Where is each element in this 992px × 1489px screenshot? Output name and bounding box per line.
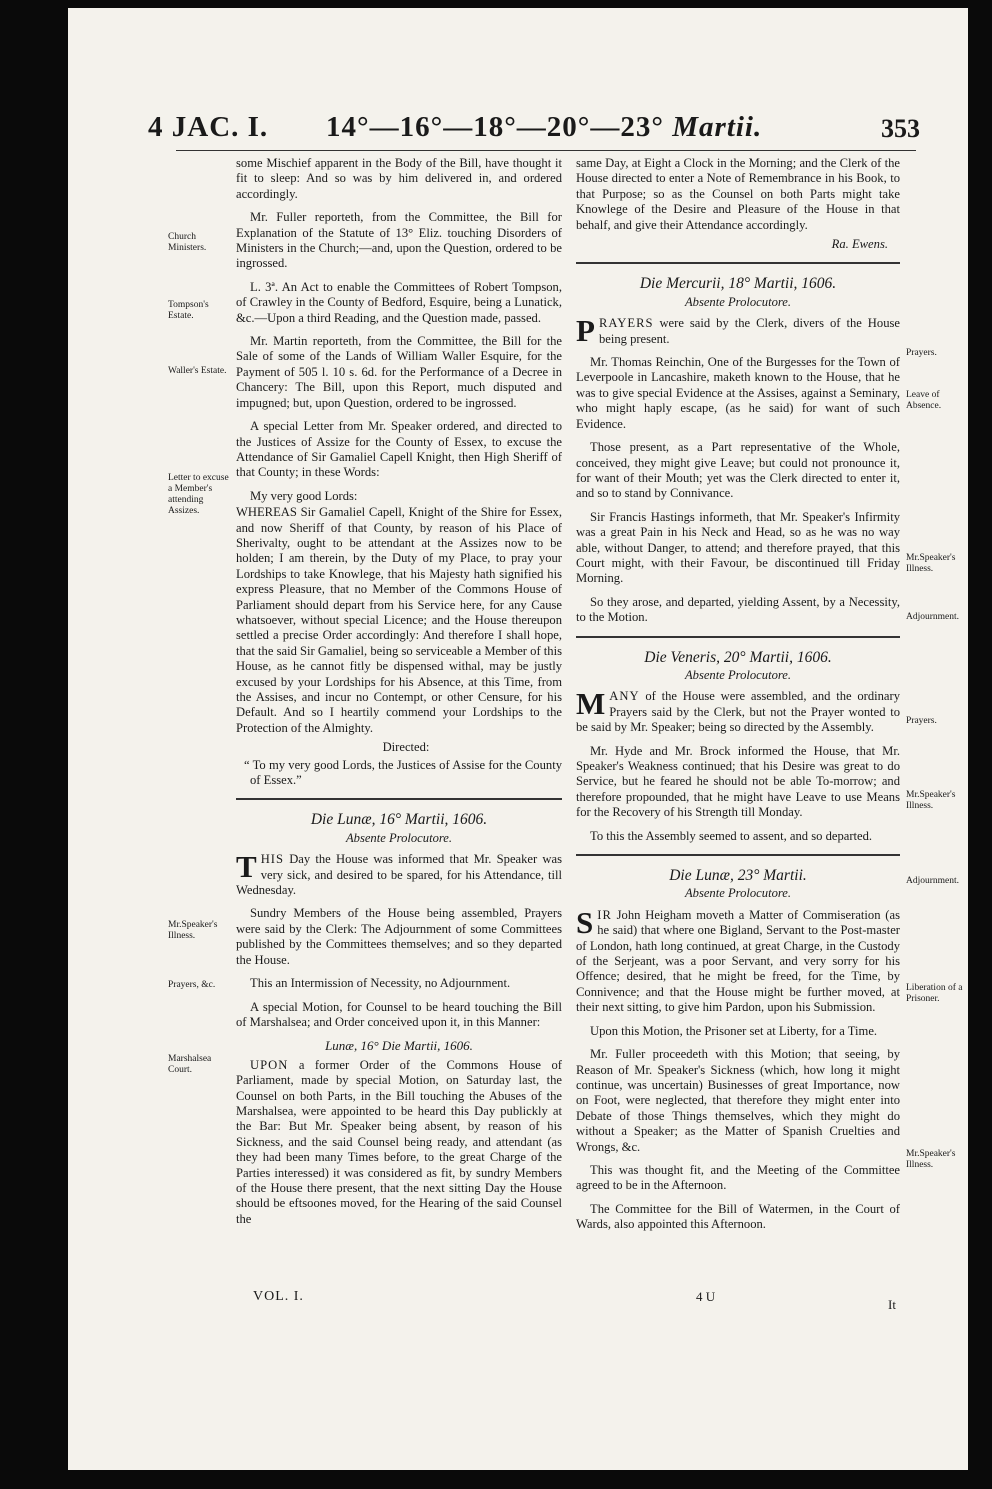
section-title: Die Lunæ, 16° Martii, 1606. — [310, 811, 488, 829]
paragraph — [576, 904, 900, 1016]
paragraph: A special Motion, for Counsel to be heard touching the Bill of Marshalsea; and Order conceived upon it, in this Manner: — [236, 999, 562, 1029]
paragraph: To this the Assembly seemed to assent, and so departed. — [590, 828, 873, 843]
header-rule — [176, 150, 916, 151]
margin-note-prayers-18: Prayers. — [906, 348, 937, 358]
paragraph: same Day, at Eight a Clock in the Morning; and the Clerk of the House directed to enter a Note of Remembrance in his Book, to that Purpose; so as the Counsel on both Parts might take Knowlege of the Desire and Pleasure of the House in that behalf, and give their Attendance accordingly. — [576, 156, 900, 232]
paragraph: some Mischief apparent in the Body of the Bill, have thought it fit to sleep: And so was by him delivered in, and ordered accordingly. — [236, 156, 562, 201]
section-rule — [576, 854, 900, 856]
paragraph: Mr. Fuller reporteth, from the Committee, the Bill for Explanation of the Statute of 13° Eliz. touching Disorders of Ministers in the Church;—and, upon the Question, ordered to be ingrossed. — [236, 210, 562, 271]
drop-cap: P — [576, 313, 595, 349]
paragraph: Mr. Martin reporteth, from the Committee, the Bill for the Sale of some of the Lands of William Waller Esquire, for the Payment of 505 l. 10 s. 6d. for the Performance of a Decree in Chancery: The Bill, upon this Report, much disputed and impugned; but, upon Question, ordered to be ingrossed. — [236, 334, 562, 410]
margin-note-adjournment-18: Adjournment. — [906, 612, 960, 622]
order-text — [236, 1058, 562, 1227]
paragraph-text: John Heigham moveth a Matter of Commiseration (as he said) that where one Bigland, Servant to the Post-master of London, hath long continued, at great Charge, in the Custody of the Serjeant, was a poor Servant, and very sorry for his Offence; desired, that he might be freed, for the Time, by Connivence; and that the House might be further moved, at their next sitting, to give him Pardon, upon his Submission. — [576, 907, 900, 1015]
paragraph: Mr. Thomas Reinchin, One of the Burgesses for the Town of Leverpoole in Lancashire, maketh known to the House, that he was to give special Evidence at the Assises, against a Seminary, who might haply escape, (as he said) for want of such Evidence. — [576, 355, 900, 431]
header-date-list: 14°—16°—18°—20°—23° — [326, 111, 664, 143]
paragraph: This an Intermission of Necessity, no Adjournment. — [250, 976, 511, 991]
paragraph — [236, 849, 563, 898]
page-number: 353 — [881, 114, 920, 143]
clerk-signature: Ra. Ewens. — [831, 237, 888, 252]
small-caps: IR — [597, 907, 612, 922]
paragraph-text: of the House were assembled, and the ordinary Prayers said by the Clerk, but not the Prayer wonted to be said by Mr. Speaker; being so directed by the Assembly. — [576, 689, 900, 735]
order-title: Lunæ, 16° Die Martii, 1606. — [325, 1038, 473, 1054]
running-header — [148, 100, 920, 144]
drop-cap: M — [576, 686, 606, 722]
header-dates — [326, 111, 762, 144]
section-subtitle: Absente Prolocutore. — [684, 294, 792, 309]
footer-catchword: It — [888, 1297, 896, 1312]
margin-note-marshalsea: Marshalsea Court. — [168, 1054, 212, 1075]
paragraph: Those present, as a Part representative of the Whole, conceived, they might give Leave; but could not pronounce it, for want of their Mouth; yet was the Clerk directed to enter it, and so to stand by Connivance. — [576, 440, 900, 501]
small-caps: HIS — [260, 852, 284, 867]
margin-note-prayers-20: Prayers. — [906, 716, 937, 726]
section-rule — [236, 798, 562, 800]
section-title: Die Lunæ, 23° Martii. — [669, 867, 807, 885]
letter-body: WHEREAS Sir Gamaliel Capell, Knight of the Shire for Essex, and now Sheriff of that County, by reason of his Place of Sherivalty, ought to be attendant at the Assizes now to be holden; I am therein, by the Duty of my Place, to pray your Lordships to take Knowlege, that his Majesty hath signified his express Pleasure, that no Member of the Commons House of Parliament should depart from his Service here, for any Cause whatsoever, without special Licence; and the House thereupon settled a precise Order accordingly: And therefore I shall hope, that the said Sir Gamaliel, being so serviceable a Member of this House, as he cannot fitly be dispensed withal, may be justly excused by your Lordships for his Absence, at this Time, from the Assises, and incur no Contempt, or other Censure, for his Default. And so I heartily commend your Lordships to the Protection of the Almighty. — [236, 505, 562, 735]
paragraph: L. 3ª. An Act to enable the Committees of Robert Tompson, of Crawley in the County of Bedford, Esquire, being a Lunatick, &c.—Upon a third Reading, and the Question made, passed. — [236, 279, 562, 325]
section-rule — [576, 262, 900, 264]
section-title: Die Mercurii, 18° Martii, 1606. — [639, 275, 837, 293]
section-subtitle: Absente Prolocutore. — [684, 667, 792, 682]
small-caps: ANY — [609, 689, 640, 704]
margin-note-church-ministers: Church Ministers. — [168, 232, 207, 253]
margin-note-letter-assizes: Letter to excuse a Member's attending Assizes. — [168, 473, 229, 516]
margin-note-adjournment-20: Adjournment. — [906, 876, 960, 886]
section-title: Die Veneris, 20° Martii, 1606. — [644, 648, 832, 666]
section-rule — [576, 636, 900, 638]
left-column — [236, 156, 562, 1235]
section-subtitle: Absente Prolocutore. — [684, 886, 792, 901]
margin-note-speaker-illness-23: Mr.Speaker's Illness. — [906, 1149, 956, 1170]
paragraph: So they arose, and departed, yielding Assent, by a Necessity, to the Motion. — [576, 594, 900, 625]
margin-note-leave-absence: Leave of Absence. — [906, 390, 942, 411]
margin-note-speaker-illness: Mr.Speaker's Illness. — [168, 920, 218, 941]
paragraph: Sundry Members of the House being assembled, Prayers were said by the Clerk: The Adjournment of some Committees published by the Committees themselves; and so they departed the House. — [236, 906, 562, 967]
small-caps: RAYERS — [598, 316, 654, 331]
paragraph: The Committee for the Bill of Watermen, in the Court of Wards, also appointed this Afternoon. — [576, 1201, 900, 1232]
journal-page — [68, 8, 968, 1470]
paragraph-text: were said by the Clerk, divers of the House being present. — [598, 316, 900, 346]
margin-note-waller-estate: Waller's Estate. — [168, 366, 227, 376]
header-regnal-year: 4 JAC. I. — [148, 111, 269, 143]
header-month: Martii. — [672, 111, 763, 143]
paragraph-text: Day the House was informed that Mr. Speaker was very sick, and desired to be spared, for his Attendance, till Wednesday. — [236, 852, 563, 898]
footer-volume: VOL. I. — [253, 1289, 304, 1304]
margin-note-liberation: Liberation of a Prisoner. — [906, 983, 963, 1004]
drop-cap: T — [236, 849, 257, 885]
paragraph: Sir Francis Hastings informeth, that Mr. Speaker's Infirmity was a great Pain in his Neck and Head, so as he was no way able, without Danger, to attend; and therefore prayed, that this Court might, with their Favour, be discontinued till Friday Morning. — [576, 509, 900, 586]
right-column — [576, 156, 900, 1241]
paragraph — [576, 313, 900, 349]
paragraph: A special Letter from Mr. Speaker ordered, and directed to the Justices of Assize for the County of Essex, to excuse the Attendance of Sir Gamaliel Capell Knight, then High Sheriff of that County; in these Words: — [236, 419, 562, 480]
paragraph: This was thought fit, and the Meeting of the Committee agreed to be in the Afternoon. — [576, 1162, 900, 1193]
margin-note-speaker-illness-18: Mr.Speaker's Illness. — [906, 553, 956, 574]
margin-note-tompson-estate: Tompson's Estate. — [168, 300, 209, 321]
paragraph-text: a former Order of the Commons House of Parliament, made by special Motion, on Saturday last, the Counsel on both Parts, in the Bill touching the Abuses of the Marshalsea, were appointed to be heard this Day publickly at the Bar: But Mr. Speaker being absent, by reason of his Sickness, and the said Counsel being ready, and attendant (as they had been many Times before, to the great Charge of the Parties interessed) it was considered as fit, by sundry Members of the House there present, that the next sitting Day the House should be eftsoones moved, for the Hearing of the said Counsel the — [236, 1057, 563, 1226]
drop-cap: S — [576, 904, 594, 940]
footer-signature-mark: 4 U — [696, 1289, 716, 1304]
paragraph: Upon this Motion, the Prisoner set at Liberty, for a Time. — [590, 1023, 878, 1038]
paragraph: Mr. Fuller proceedeth with this Motion; that seeing, by Reason of Mr. Speaker's Sickness (which, how long it might continue, was uncertain) Businesses of great Importance, now on Foot, were neglected, that therefore they might enter into Debate of those Things themselves, which they might do without a Speaker; as the Matter of Spanish Cruelties and Wrongs, &c. — [576, 1047, 900, 1154]
margin-note-speaker-illness-20: Mr.Speaker's Illness. — [906, 790, 956, 811]
margin-note-prayers: Prayers, &c. — [168, 980, 216, 990]
small-caps: UPON — [250, 1057, 289, 1072]
paragraph — [576, 686, 900, 735]
letter-address: “ To my very good Lords, the Justices of Assise for the County of Essex.” — [244, 757, 562, 788]
paragraph: Mr. Hyde and Mr. Brock informed the House, that Mr. Speaker's Weakness continued; that his Desire was great to do Service, but he feared he should not be able To-morrow; and therefore propounded, that he might have Leave to use Means for the Recovery of his Strength till Monday. — [576, 743, 900, 820]
letter-directed: Directed: — [382, 740, 430, 755]
letter-salutation: My very good Lords: — [250, 488, 358, 503]
section-subtitle: Absente Prolocutore. — [345, 830, 453, 845]
